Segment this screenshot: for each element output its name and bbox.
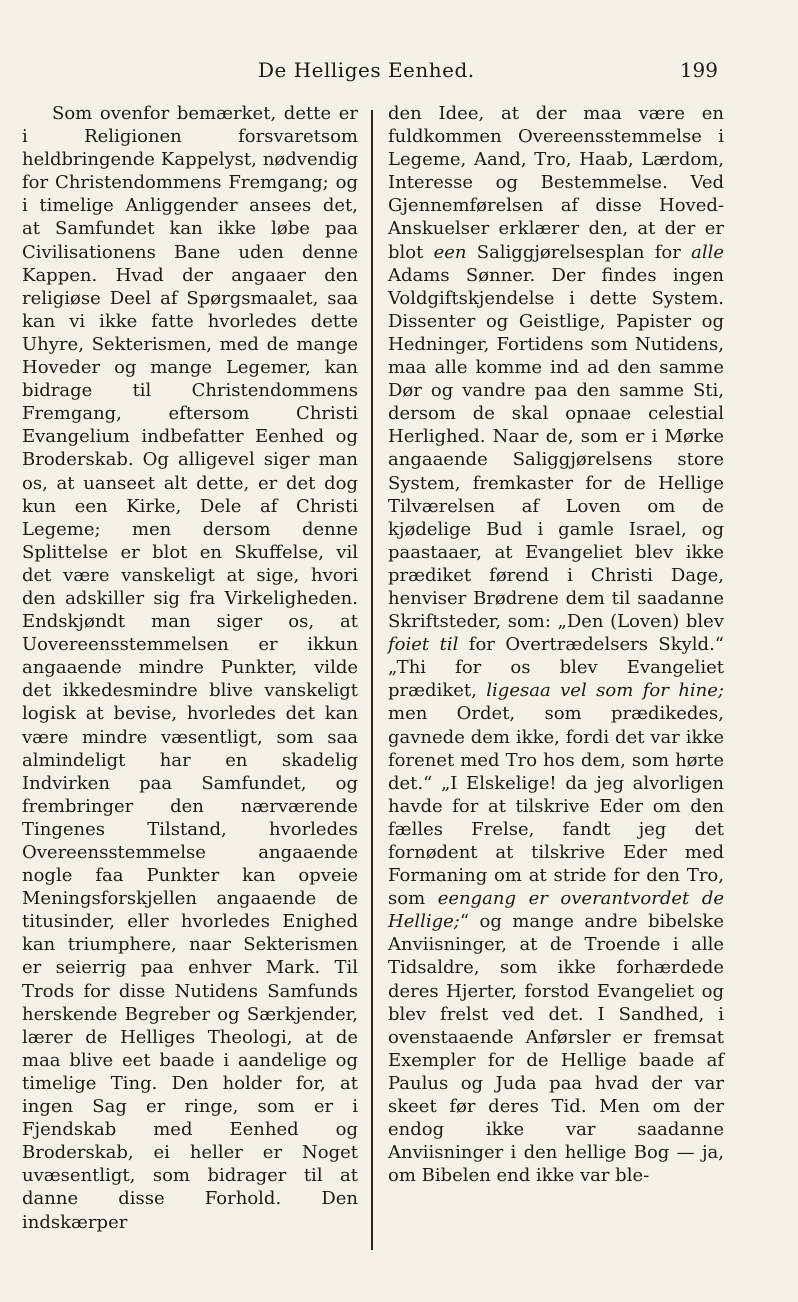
left-column (22, 102, 358, 1234)
page-header (40, 58, 760, 88)
text-run: for Overtrædelsers Skyld.“ „Thi for os blev Evangeliet prædiket, (388, 634, 724, 702)
right-column (388, 102, 724, 1187)
right-column-text (388, 102, 724, 1187)
text-run: den Idee, at der maa være en fuldkommen Overeensstemmelse i Legeme, Aand, Tro, Haab, Lærdom, Interesse og Bestemmelse. Ved Gjennemførelsen af disse Hoved-Anskuelser erklærer den, at der er blot (388, 103, 724, 263)
left-column-text: Som ovenfor bemærket, dette er i Religionen forsvaretsom heldbringende Kappelyst, nødvendig for Christendommens Fremgang; og i timelige Anliggender ansees det, at Samfundet kan ikke løbe paa Civilisationens Bane uden denne Kappen. Hvad der angaaer den religiøse Deel af Spørgsmaalet, saa kan vi ikke fatte hvorledes dette Uhyre, Sekterismen, med de mange Hoveder og mange Legemer, kan bidrage til Christendommens Fremgang, eftersom Christi Evangelium indbefatter Eenhed og Broderskab. Og alligevel siger man os, at uanseet alt dette, er det dog kun een Kirke, Dele af Christi Legeme; men dersom denne Splittelse er blot en Skuffelse, vil det være vanskeligt at sige, hvori den adskiller sig fra Virkeligheden. Endskjøndt man siger os, at Uovereensstemmelsen er ikkun angaaende mindre Punkter, vilde det ikkedesmindre blive vanskeligt logisk at bevise, hvorledes det kan være mindre væsentligt, som saa almindeligt har en skadelig Indvirken paa Samfundet, og frembringer den nærværende Tingenes Tilstand, hvorledes Overeensstemmelse angaaende nogle faa Punkter kan opveie Meningsforskjellen angaaende de titusinder, eller hvorledes Enighed kan triumphere, naar Sekterismen er seierrig paa enhver Mark. Til Trods for disse Nutidens Samfunds herskende Begreber og Særkjender, lærer de Helliges Theologi, at de maa blive eet baade i aandelige og timelige Ting. Den holder for, at ingen Sag er ringe, som er i Fjendskab med Eenhed og Broderskab, ei heller er Noget uvæsentligt, som bidrager til at danne disse Forhold. Den indskærper (22, 103, 358, 1233)
running-title: De Helliges Eenhed. (258, 58, 475, 82)
text-run: Adams Sønner. Der findes ingen Voldgiftskjendelse i dette System. Dissenter og Geistlige, Papister og Hedninger, Fortidens som Nutidens, maa alle komme ind ad den samme Dør og vandre paa den samme Sti, dersom de skal opnaae celestial Herlighed. Naar de, som er i Mørke angaaende Saliggjørelsens store System, fremkaster for de Hellige Tilværelsen af Loven om de kjødelige Bud i gamle Israel, og paastaaer, at Evangeliet blev ikke prædiket førend i Christi Dage, henviser Brødrene dem til saadanne Skriftsteder, som: „Den (Loven) blev (388, 264, 724, 633)
emphasis: een (433, 241, 467, 263)
text-run: men Ordet, som prædikedes, gavnede dem ikke, fordi det var ikke forenet med Tro hos dem, som hørte det.“ „I Elskelige! da jeg alvorligen havde for at tilskrive Eder om den fælles Frelse, fandt jeg det fornødent at tilskrive Eder med Formaning om at stride for den Tro, som (388, 703, 724, 910)
emphasis: ligesaa vel som for hine; (486, 680, 724, 702)
column-divider (371, 110, 373, 1250)
emphasis: alle (691, 241, 724, 263)
page-number: 199 (679, 58, 718, 82)
text-run: Saliggjørelsesplan for (466, 241, 692, 263)
emphasis: foiet til (388, 634, 459, 656)
emphasis: eengang er overantvordet de Hellige; (388, 888, 725, 933)
text-run: “ og mange andre bibelske Anviisninger, at de Troende i alle Tidsaldre, som ikke forhærdede deres Hjerter, forstod Evangeliet og blev frelst ved det. I Sandhed, i ovenstaaende Anførsler er fremsat Exempler for de Hellige baade af Paulus og Juda paa hvad der var skeet før deres Tid. Men om der endog ikke var saadanne Anviisninger i den hellige Bog — ja, om Bibelen end ikke var ble- (388, 911, 724, 1187)
